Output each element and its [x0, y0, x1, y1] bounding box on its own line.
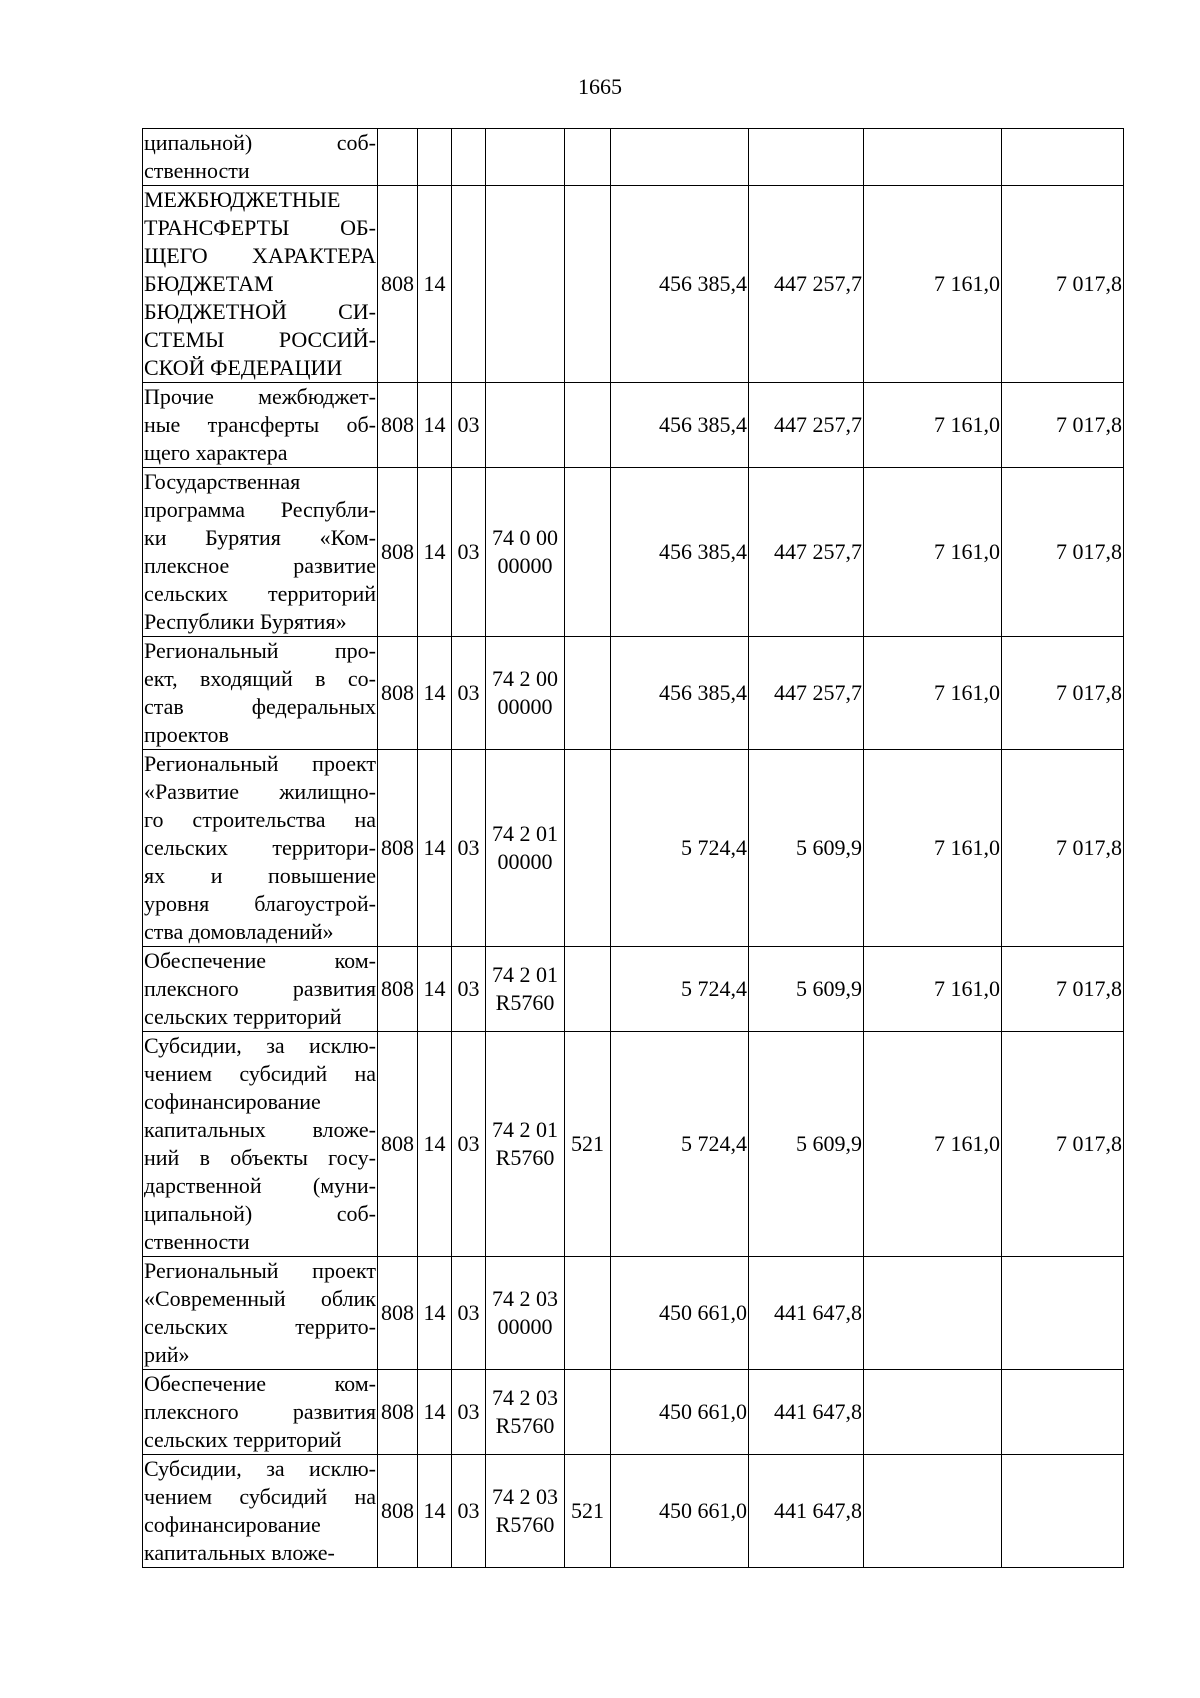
- cell-amount-2: 441 647,8: [749, 1370, 864, 1455]
- table-row: [143, 1455, 1124, 1568]
- cell-name-line: проектов: [144, 722, 229, 747]
- cell-csr: [486, 750, 565, 947]
- table-row: [143, 186, 1124, 383]
- cell-csr: [486, 947, 565, 1032]
- cell-name-line: Республики Бурятия»: [144, 609, 347, 634]
- cell-amount-4: [1002, 1257, 1124, 1370]
- cell-name-line: программа Республи-: [144, 497, 376, 522]
- cell-ved: 808: [378, 186, 418, 383]
- cell-amount-3: 7 161,0: [864, 750, 1002, 947]
- cell-csr-program: 74 0 00: [492, 525, 558, 550]
- cell-amount-2: 441 647,8: [749, 1257, 864, 1370]
- cell-name-line: уровня благоустрой-: [144, 891, 376, 916]
- cell-name: [143, 750, 378, 947]
- cell-csr: [486, 1370, 565, 1455]
- cell-name-line: ях и повышение: [144, 863, 376, 888]
- cell-amount-3: [864, 129, 1002, 186]
- cell-name-line: ственности: [144, 1229, 250, 1254]
- cell-amount-1: 450 661,0: [611, 1257, 749, 1370]
- cell-name-line: сельских территори-: [144, 835, 376, 860]
- cell-amount-4: [1002, 1455, 1124, 1568]
- cell-name-line: «Развитие жилищно-: [144, 779, 376, 804]
- cell-csr: [486, 1257, 565, 1370]
- cell-vr: [565, 1370, 611, 1455]
- cell-csr-direction: R5760: [495, 1145, 555, 1170]
- cell-pr: 03: [452, 1455, 486, 1568]
- cell-amount-2: 5 609,9: [749, 1032, 864, 1257]
- cell-rz: [418, 129, 452, 186]
- cell-name-line: ственности: [144, 158, 250, 183]
- cell-csr-program: 74 2 01: [492, 1117, 558, 1142]
- cell-name-line: Обеспечение ком-: [144, 1371, 376, 1396]
- cell-name-line: ТРАНСФЕРТЫ ОБ-: [144, 215, 376, 240]
- cell-name-line: ные трансферты об-: [144, 412, 376, 437]
- cell-amount-4: 7 017,8: [1002, 468, 1124, 637]
- cell-ved: 808: [378, 468, 418, 637]
- cell-rz: 14: [418, 637, 452, 750]
- cell-ved: 808: [378, 637, 418, 750]
- cell-rz: 14: [418, 468, 452, 637]
- cell-csr-program: 74 2 01: [492, 821, 558, 846]
- cell-rz: 14: [418, 1257, 452, 1370]
- cell-amount-4: 7 017,8: [1002, 1032, 1124, 1257]
- cell-name-line: плексного развития: [144, 976, 376, 1001]
- cell-amount-1: 456 385,4: [611, 637, 749, 750]
- cell-ved: 808: [378, 1257, 418, 1370]
- cell-csr-program: 74 2 03: [492, 1385, 558, 1410]
- cell-amount-3: 7 161,0: [864, 1032, 1002, 1257]
- cell-name-line: сельских территорий: [144, 1004, 342, 1029]
- cell-pr: 03: [452, 1370, 486, 1455]
- cell-name-line: Региональный проект: [144, 1258, 376, 1283]
- cell-vr: [565, 383, 611, 468]
- cell-vr: [565, 468, 611, 637]
- cell-name: [143, 383, 378, 468]
- cell-name: [143, 637, 378, 750]
- cell-vr: [565, 186, 611, 383]
- cell-name-line: Прочие межбюджет-: [144, 384, 376, 409]
- cell-vr: 521: [565, 1032, 611, 1257]
- cell-name-line: го строительства на: [144, 807, 376, 832]
- cell-csr-direction: R5760: [495, 1512, 555, 1537]
- cell-amount-3: [864, 1370, 1002, 1455]
- cell-pr: 03: [452, 468, 486, 637]
- cell-ved: 808: [378, 1032, 418, 1257]
- cell-pr: 03: [452, 637, 486, 750]
- cell-amount-4: 7 017,8: [1002, 186, 1124, 383]
- cell-name-line: ЩЕГО ХАРАКТЕРА: [144, 243, 376, 268]
- cell-amount-1: 456 385,4: [611, 186, 749, 383]
- cell-csr-program: 74 2 01: [492, 962, 558, 987]
- cell-pr: [452, 129, 486, 186]
- cell-name-line: капитальных вложе-: [144, 1117, 376, 1142]
- cell-csr-direction: R5760: [495, 990, 555, 1015]
- cell-csr-program: 74 2 03: [492, 1286, 558, 1311]
- cell-name-line: Региональный проект: [144, 751, 376, 776]
- table-row: [143, 129, 1124, 186]
- cell-pr: 03: [452, 1032, 486, 1257]
- cell-csr: [486, 186, 565, 383]
- table-row: [143, 947, 1124, 1032]
- cell-name-line: ки Бурятия «Ком-: [144, 525, 376, 550]
- cell-pr: 03: [452, 750, 486, 947]
- cell-rz: 14: [418, 186, 452, 383]
- cell-name-line: дарственной (муни-: [144, 1173, 376, 1198]
- page-number: 1665: [578, 74, 622, 99]
- cell-name-line: став федеральных: [144, 694, 376, 719]
- cell-name-line: Региональный про-: [144, 638, 376, 663]
- cell-amount-2: 5 609,9: [749, 947, 864, 1032]
- cell-csr-program: 74 2 03: [492, 1484, 558, 1509]
- cell-amount-1: 5 724,4: [611, 1032, 749, 1257]
- cell-name-line: софинансирование: [144, 1512, 321, 1537]
- cell-amount-4: [1002, 129, 1124, 186]
- cell-name-line: чением субсидий на: [144, 1484, 376, 1509]
- cell-name: [143, 1032, 378, 1257]
- cell-rz: 14: [418, 750, 452, 947]
- cell-name-line: Субсидии, за исклю-: [144, 1033, 376, 1058]
- cell-ved: 808: [378, 1370, 418, 1455]
- cell-amount-2: 441 647,8: [749, 1455, 864, 1568]
- cell-amount-1: 5 724,4: [611, 947, 749, 1032]
- cell-rz: 14: [418, 1370, 452, 1455]
- cell-name: [143, 129, 378, 186]
- cell-vr: [565, 750, 611, 947]
- cell-csr: [486, 129, 565, 186]
- cell-name-line: плексного развития: [144, 1399, 376, 1424]
- cell-amount-3: [864, 1257, 1002, 1370]
- cell-pr: 03: [452, 947, 486, 1032]
- cell-name-line: БЮДЖЕТАМ: [144, 271, 274, 296]
- cell-name: [143, 186, 378, 383]
- cell-vr: [565, 129, 611, 186]
- cell-csr-direction: 00000: [497, 849, 553, 874]
- cell-name-line: капитальных вложе-: [144, 1540, 335, 1565]
- cell-rz: 14: [418, 1455, 452, 1568]
- cell-amount-3: 7 161,0: [864, 947, 1002, 1032]
- cell-name: [143, 468, 378, 637]
- cell-name-line: софинансирование: [144, 1089, 321, 1114]
- cell-name: [143, 1370, 378, 1455]
- table-row: [143, 383, 1124, 468]
- cell-csr: [486, 637, 565, 750]
- cell-pr: 03: [452, 383, 486, 468]
- cell-csr-direction: 00000: [497, 553, 553, 578]
- cell-vr: 521: [565, 1455, 611, 1568]
- cell-name-line: Обеспечение ком-: [144, 948, 376, 973]
- cell-amount-4: 7 017,8: [1002, 637, 1124, 750]
- cell-name: [143, 1257, 378, 1370]
- cell-amount-4: [1002, 1370, 1124, 1455]
- cell-csr: [486, 1032, 565, 1257]
- cell-vr: [565, 947, 611, 1032]
- cell-name-line: Субсидии, за исклю-: [144, 1456, 376, 1481]
- cell-rz: 14: [418, 1032, 452, 1257]
- table-row: [143, 468, 1124, 637]
- cell-amount-3: 7 161,0: [864, 468, 1002, 637]
- cell-name-line: СКОЙ ФЕДЕРАЦИИ: [144, 355, 343, 380]
- cell-name-line: сельских террито-: [144, 1314, 376, 1339]
- cell-amount-2: 447 257,7: [749, 383, 864, 468]
- table-row: [143, 1032, 1124, 1257]
- cell-pr: 03: [452, 1257, 486, 1370]
- cell-amount-4: 7 017,8: [1002, 947, 1124, 1032]
- cell-amount-4: 7 017,8: [1002, 383, 1124, 468]
- cell-ved: 808: [378, 383, 418, 468]
- cell-csr-direction: R5760: [495, 1413, 555, 1438]
- cell-vr: [565, 637, 611, 750]
- cell-ved: [378, 129, 418, 186]
- cell-amount-4: 7 017,8: [1002, 750, 1124, 947]
- cell-amount-2: 5 609,9: [749, 750, 864, 947]
- table-row: [143, 1370, 1124, 1455]
- cell-csr: [486, 1455, 565, 1568]
- cell-name-line: сельских территорий: [144, 581, 376, 606]
- cell-amount-3: [864, 1455, 1002, 1568]
- cell-amount-1: 456 385,4: [611, 468, 749, 637]
- cell-name-line: СТЕМЫ РОССИЙ-: [144, 327, 376, 352]
- cell-rz: 14: [418, 383, 452, 468]
- table-row: [143, 1257, 1124, 1370]
- cell-ved: 808: [378, 750, 418, 947]
- cell-csr: [486, 383, 565, 468]
- cell-name: [143, 1455, 378, 1568]
- cell-amount-1: 450 661,0: [611, 1455, 749, 1568]
- cell-name-line: сельских территорий: [144, 1427, 342, 1452]
- budget-table: [142, 128, 1124, 1568]
- cell-rz: 14: [418, 947, 452, 1032]
- cell-amount-2: [749, 129, 864, 186]
- cell-name-line: ект, входящий в со-: [144, 666, 376, 691]
- cell-name-line: МЕЖБЮДЖЕТНЫЕ: [144, 187, 341, 212]
- cell-amount-2: 447 257,7: [749, 468, 864, 637]
- cell-name-line: ний в объекты госу-: [144, 1145, 376, 1170]
- cell-amount-3: 7 161,0: [864, 637, 1002, 750]
- cell-csr-program: 74 2 00: [492, 666, 558, 691]
- cell-name-line: ципальной) соб-: [144, 130, 376, 155]
- cell-pr: [452, 186, 486, 383]
- cell-csr: [486, 468, 565, 637]
- cell-name-line: Государственная: [144, 469, 301, 494]
- cell-name-line: рий»: [144, 1342, 190, 1367]
- cell-name-line: щего характера: [144, 440, 288, 465]
- cell-name-line: «Современный облик: [144, 1286, 376, 1311]
- cell-amount-1: 5 724,4: [611, 750, 749, 947]
- cell-csr-direction: 00000: [497, 694, 553, 719]
- cell-vr: [565, 1257, 611, 1370]
- table-row: [143, 750, 1124, 947]
- cell-ved: 808: [378, 1455, 418, 1568]
- cell-amount-3: 7 161,0: [864, 383, 1002, 468]
- cell-csr-direction: 00000: [497, 1314, 553, 1339]
- cell-amount-3: 7 161,0: [864, 186, 1002, 383]
- cell-amount-1: 456 385,4: [611, 383, 749, 468]
- cell-name-line: БЮДЖЕТНОЙ СИ-: [144, 299, 376, 324]
- cell-name: [143, 947, 378, 1032]
- cell-amount-1: [611, 129, 749, 186]
- cell-amount-2: 447 257,7: [749, 637, 864, 750]
- cell-amount-1: 450 661,0: [611, 1370, 749, 1455]
- cell-name-line: чением субсидий на: [144, 1061, 376, 1086]
- cell-name-line: ципальной) соб-: [144, 1201, 376, 1226]
- cell-name-line: плексное развитие: [144, 553, 376, 578]
- cell-name-line: ства домовладений»: [144, 919, 334, 944]
- cell-amount-2: 447 257,7: [749, 186, 864, 383]
- table-row: [143, 637, 1124, 750]
- cell-ved: 808: [378, 947, 418, 1032]
